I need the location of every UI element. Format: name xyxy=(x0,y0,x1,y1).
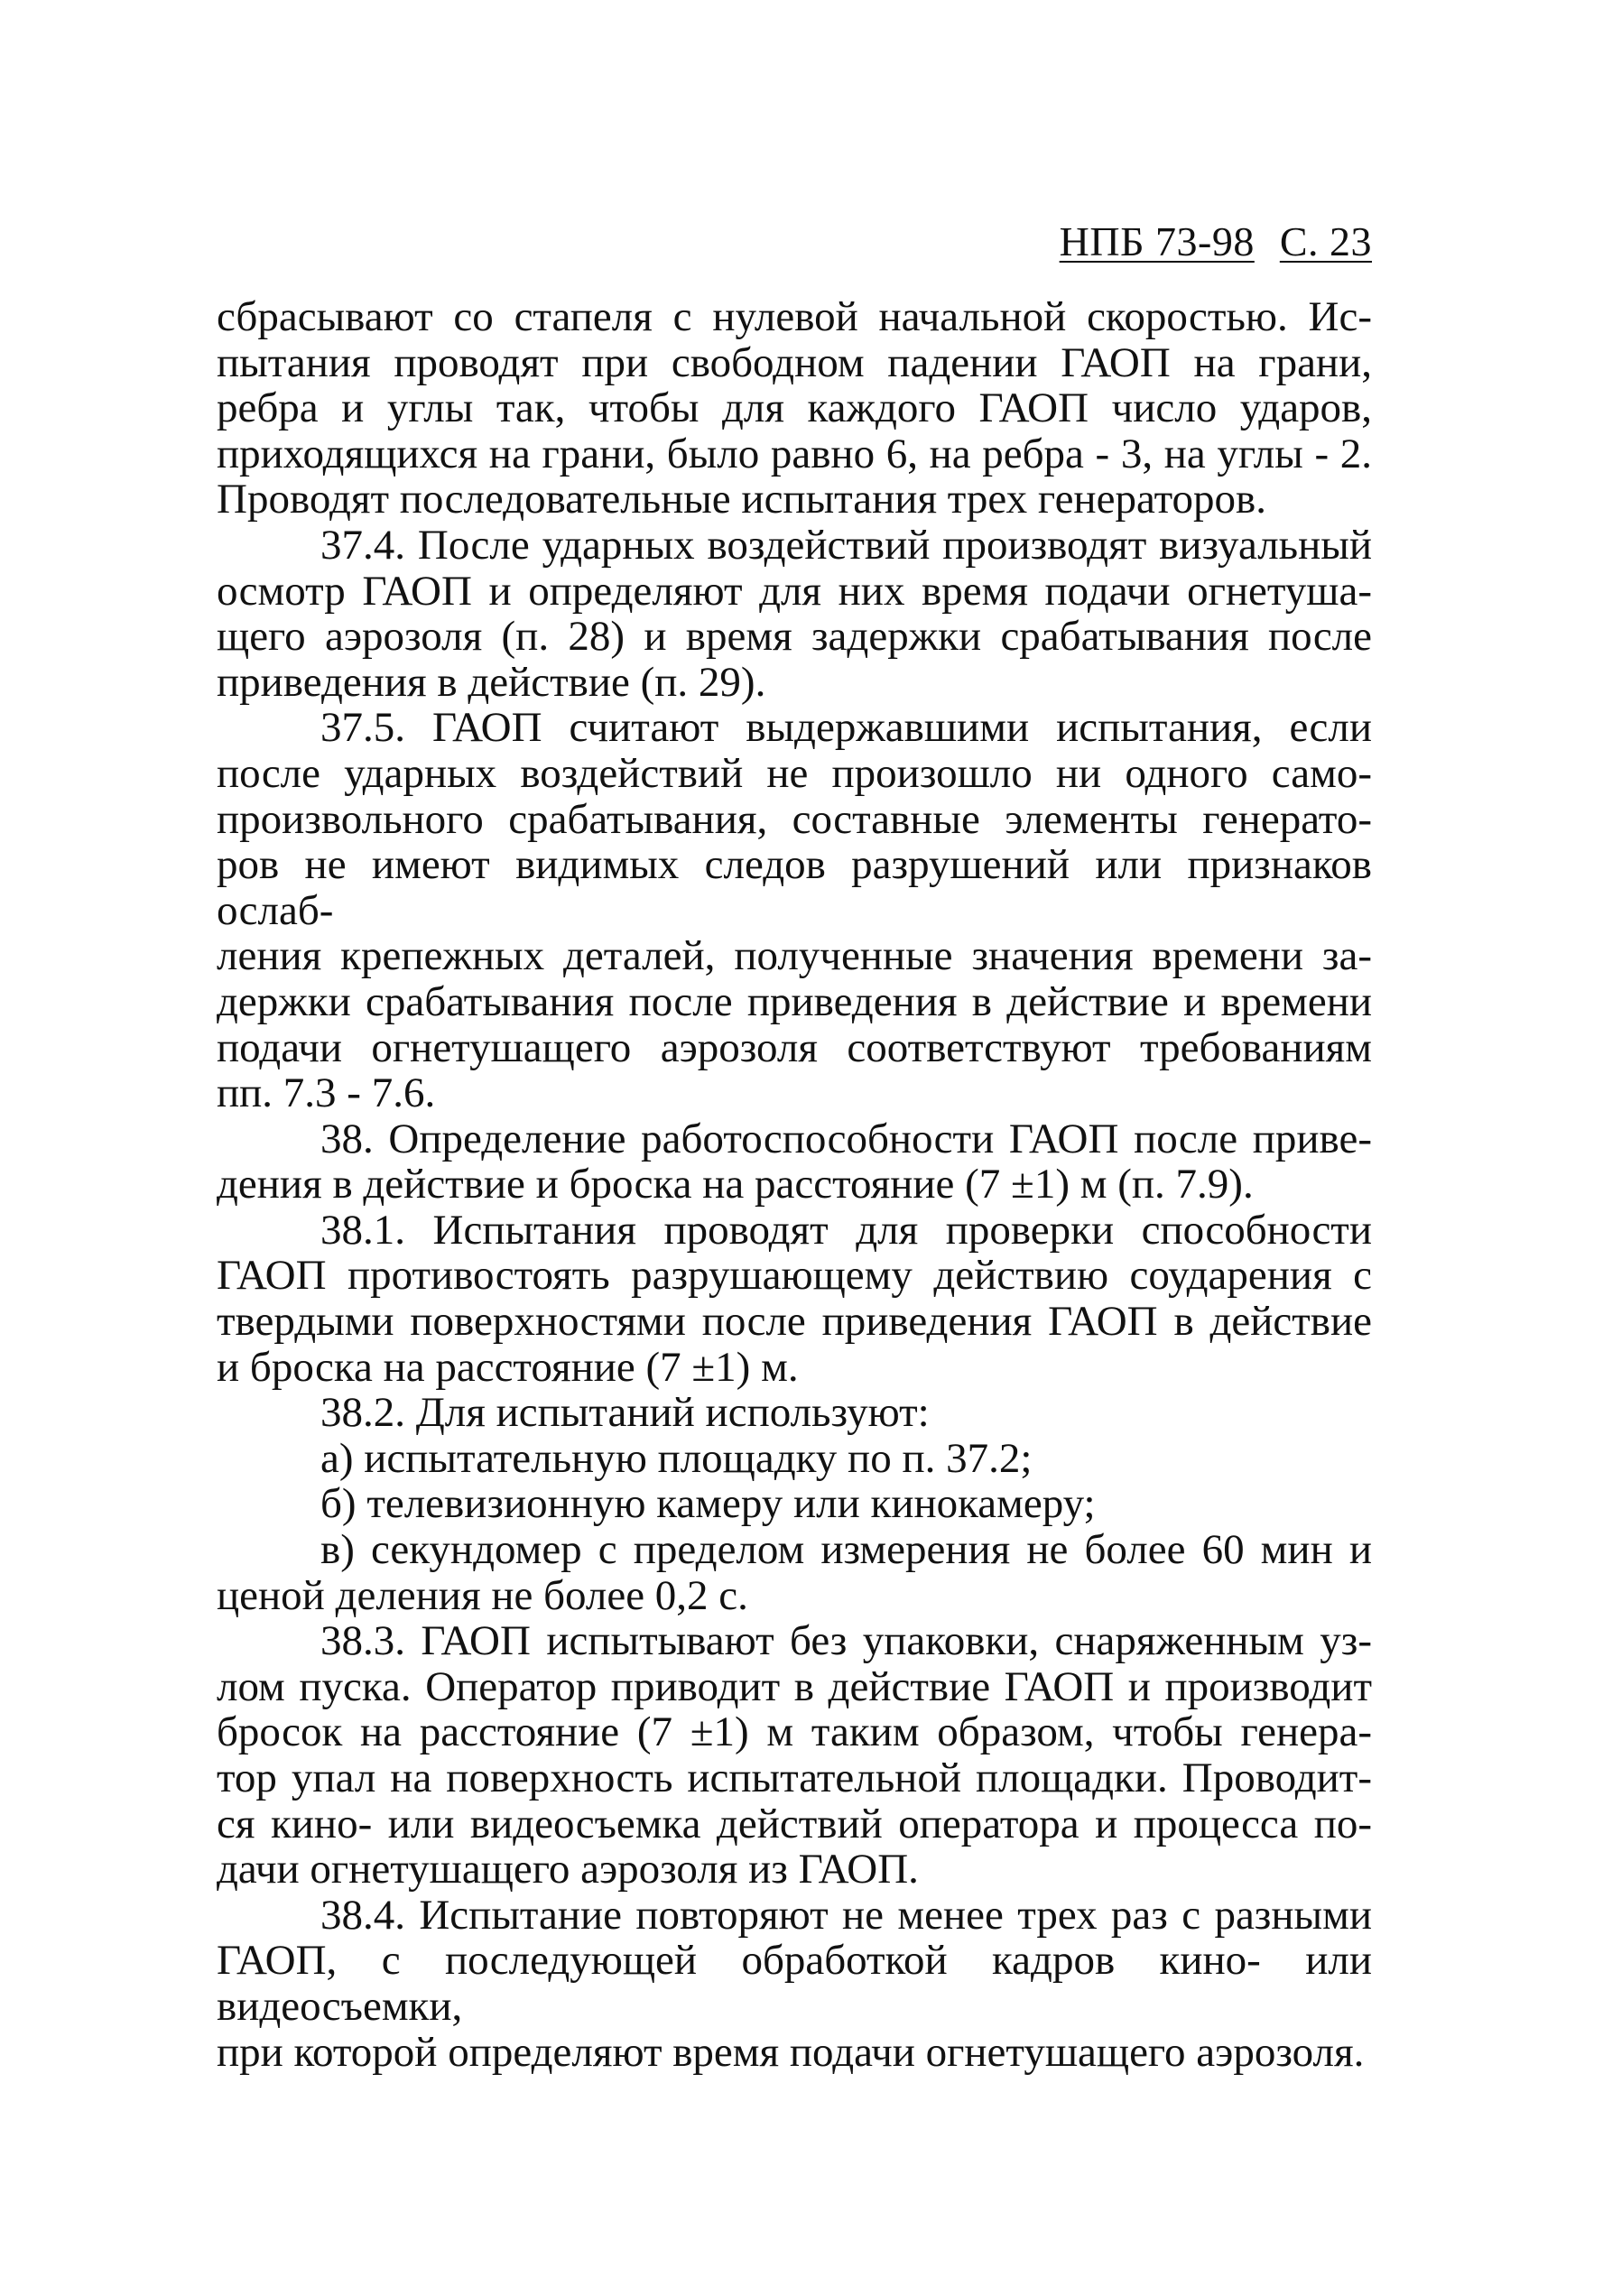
text-line: 37.4. После ударных воздействий производят визуальный xyxy=(320,521,1372,569)
text-line: дачи огнетушащего аэрозоля из ГАОП. xyxy=(217,1846,919,1893)
text-line: в) секундомер с пределом измерения не более 60 мин и xyxy=(320,1526,1372,1574)
text-line: 38.4. Испытание повторяют не менее трех раз с разными xyxy=(320,1891,1372,1939)
text-line: приходящихся на грани, было равно 6, на ребра - 3, на углы - 2. xyxy=(217,430,1372,477)
text-line: 38.2. Для испытаний используют: xyxy=(320,1389,930,1437)
text-line: Проводят последовательные испытания трех генераторов. xyxy=(217,476,1266,523)
text-line: и броска на расстояние (7 ±1) м. xyxy=(217,1343,799,1391)
text-line: ценой деления не более 0,2 с. xyxy=(217,1571,748,1619)
text-line: 37.5. ГАОП считают выдержавшими испытания, если xyxy=(320,704,1372,752)
text-line: при которой определяют время подачи огнетушащего аэрозоля. xyxy=(217,2028,1365,2076)
document-body xyxy=(217,294,1372,2075)
text-line: бросок на расстояние (7 ±1) м таким образом, чтобы генера- xyxy=(217,1708,1372,1756)
text-line: а) испытательную площадку по п. 37.2; xyxy=(320,1434,1033,1482)
document-code: НПБ 73-98 xyxy=(1059,218,1255,264)
text-line: ребра и углы так, чтобы для каждого ГАОП число ударов, xyxy=(217,384,1372,432)
page-header xyxy=(217,217,1372,267)
text-line: приведения в действие (п. 29). xyxy=(217,658,766,706)
text-line: б) телевизионную камеру или кинокамеру; xyxy=(320,1480,1096,1528)
text-line: щего аэрозоля (п. 28) и время задержки срабатывания после xyxy=(217,613,1372,661)
text-line: тор упал на поверхность испытательной площадки. Проводит- xyxy=(217,1754,1372,1801)
text-line: ров не имеют видимых следов разрушений или признаков ослаб- xyxy=(217,841,1372,934)
text-line: 38.1. Испытания проводят для проверки способности xyxy=(320,1206,1372,1254)
text-line: пп. 7.3 - 7.6. xyxy=(217,1069,436,1117)
text-line: произвольного срабатывания, составные элементы генерато- xyxy=(217,795,1372,843)
text-line: твердыми поверхностями после приведения ГАОП в действие xyxy=(217,1298,1372,1346)
text-line: осмотр ГАОП и определяют для них время подачи огнетуша- xyxy=(217,567,1372,615)
page-number: С. 23 xyxy=(1279,218,1372,264)
text-line: ГАОП противостоять разрушающему действию соударения с xyxy=(217,1252,1372,1300)
text-line: после ударных воздействий не произошло ни одного само- xyxy=(217,749,1372,797)
text-line: подачи огнетушащего аэрозоля соответствуют требованиям xyxy=(217,1023,1372,1071)
text-line: держки срабатывания после приведения в действие и времени xyxy=(217,977,1372,1025)
text-line: дения в действие и броска на расстояние (7 ±1) м (п. 7.9). xyxy=(217,1161,1254,1208)
text-line: 38.3. ГАОП испытывают без упаковки, снаряженным уз- xyxy=(320,1617,1372,1665)
text-line: лом пуска. Оператор приводит в действие ГАОП и производит xyxy=(217,1662,1372,1710)
text-line: ся кино- или видеосъемка действий оператора и процесса по- xyxy=(217,1800,1372,1847)
text-line: ГАОП, с последующей обработкой кадров кино- или видеосъемки, xyxy=(217,1937,1372,2030)
text-line: сбрасывают со стапеля с нулевой начальной скоростью. Ис- xyxy=(217,293,1372,340)
text-line: ления крепежных деталей, полученные значения времени за- xyxy=(217,932,1372,980)
text-line: пытания проводят при свободном падении ГАОП на грани, xyxy=(217,338,1372,386)
text-line: 38. Определение работоспособности ГАОП после приве- xyxy=(320,1115,1372,1162)
